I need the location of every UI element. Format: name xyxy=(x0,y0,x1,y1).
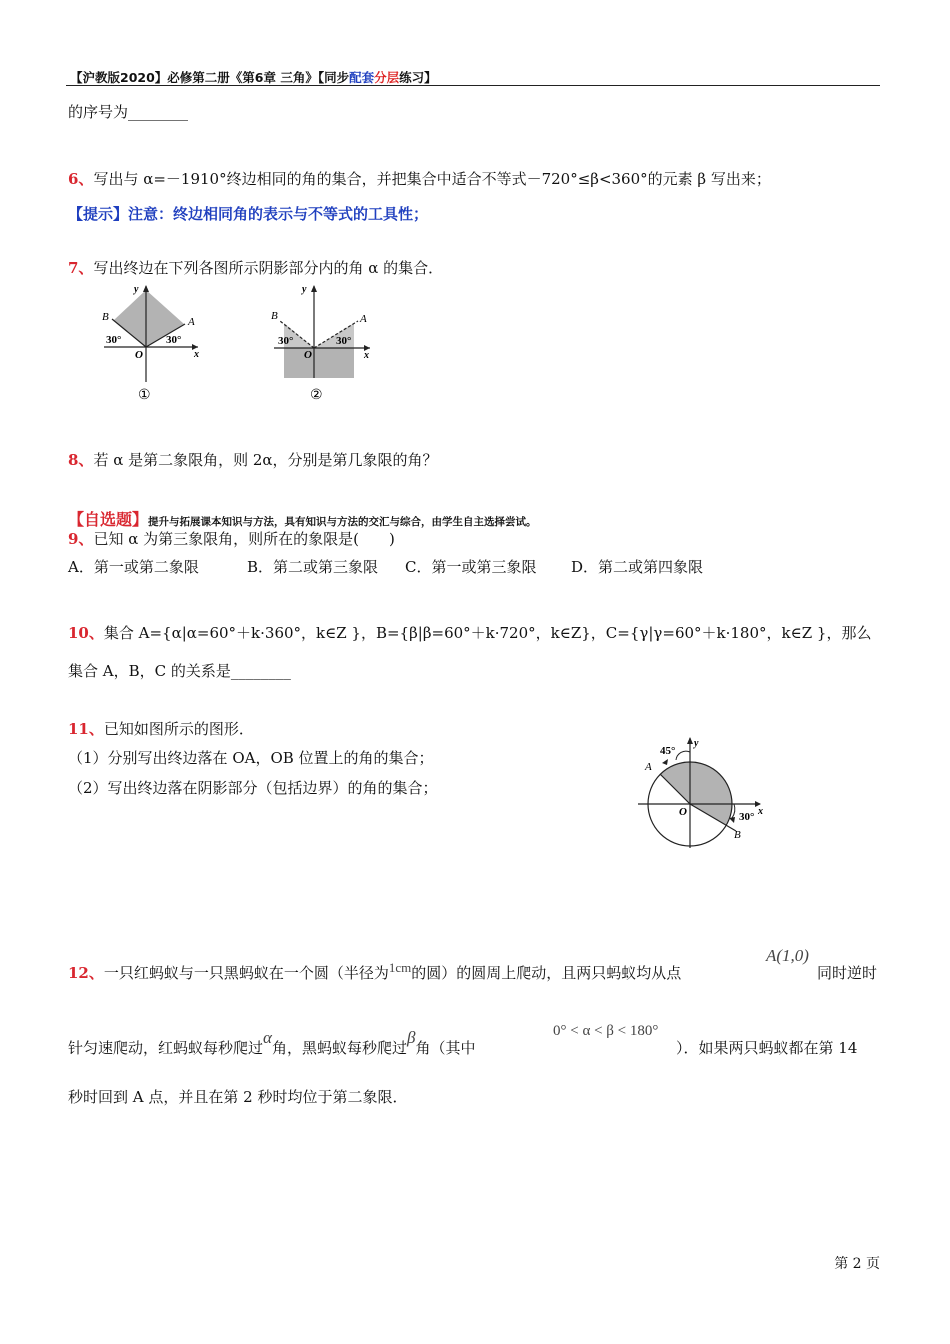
q11-sub2: （2）写出终边落在阴影部分（包括边界）的角的集合； xyxy=(68,779,438,797)
q9-text: 已知 α 为第三象限角，则所在的象限是( ) xyxy=(93,530,395,548)
header-part1: 【沪教版2020】必修第二册《第6章 三角》【同步 xyxy=(70,70,350,85)
q8 xyxy=(68,449,438,470)
q9-number: 9、 xyxy=(68,530,94,548)
fig2-label-x: x xyxy=(364,350,369,361)
q11-arc-45-arrow xyxy=(662,759,668,765)
fig2-angle-left: 30° xyxy=(278,335,294,347)
q9-option-b: B．第二或第三象限 xyxy=(247,558,379,576)
fig1-y-arrow xyxy=(143,285,149,292)
q9-option-a: A．第一或第二象限 xyxy=(68,558,199,576)
optional-section xyxy=(68,507,537,530)
page-number: 第 2 页 xyxy=(834,1256,880,1272)
q11-figure xyxy=(636,734,770,850)
q12-math-beta: β xyxy=(406,1028,416,1047)
header-part4: 练习】 xyxy=(399,70,437,85)
q11-label-A: A xyxy=(645,761,652,773)
q9 xyxy=(68,528,395,549)
q12-math-point-A: A(1,0) xyxy=(766,946,809,965)
fig1-label-x: x xyxy=(194,349,199,360)
optional-title: 【自选题】 xyxy=(68,510,149,529)
q7-figure-2 xyxy=(266,282,378,404)
q12-line2 xyxy=(68,1028,476,1058)
header-rule xyxy=(66,85,880,86)
header-part3: 分层 xyxy=(374,70,400,85)
q8-text: 若 α 是第二象限角，则 2α，分别是第几象限的角？ xyxy=(93,451,438,469)
fig1-label-O: O xyxy=(135,349,143,361)
fig2-angle-right: 30° xyxy=(336,335,352,347)
fig1-caption: ① xyxy=(138,388,151,403)
fig2-shaded-bottom xyxy=(284,348,354,378)
q12-text-1b: 的圆）的圆周上爬动，且两只蚂蚁均从点 xyxy=(411,964,682,982)
q12-math-alpha: α xyxy=(263,1028,272,1047)
q6-hint: 【提示】注意：终边相同角的表示与不等式的工具性； xyxy=(68,205,429,223)
q11-arc-45 xyxy=(676,751,690,760)
fig1-label-B: B xyxy=(102,311,109,323)
q7 xyxy=(68,257,443,278)
q11-sub1: （1）分别写出终边落在 OA，OB 位置上的角的集合； xyxy=(68,749,434,767)
q11-angle-bottom: 30° xyxy=(739,811,755,823)
fig2-label-B: B xyxy=(271,310,278,322)
q9-option-c: C．第一或第三象限 xyxy=(405,558,537,576)
q6-text: 写出与 α=－1910°终边相同的角的集合，并把集合中适合不等式－720°≤β<360°的元素 β 写出来； xyxy=(93,170,771,188)
fig2-caption: ② xyxy=(310,388,323,403)
q5-tail: 的序号为________ xyxy=(68,103,189,121)
q12-text-1a: 一只红蚂蚁与一只黑蚂蚁在一个圆（半径为 xyxy=(103,964,389,982)
q6-number: 6、 xyxy=(68,170,94,188)
q12-text-2c: 角（其中 xyxy=(415,1039,476,1057)
q6 xyxy=(68,168,771,189)
q11-arc-30-arrow xyxy=(729,817,735,823)
fig2-label-O: O xyxy=(304,349,312,361)
q11-label-x: x xyxy=(758,806,763,817)
q11 xyxy=(68,718,254,739)
fig2-label-A: A xyxy=(360,313,367,325)
q11-angle-top: 45° xyxy=(660,745,676,757)
page-header xyxy=(70,68,437,86)
q12-math-inequality: 0° < α < β < 180° xyxy=(553,1023,659,1039)
q8-number: 8、 xyxy=(68,451,94,469)
q12-text-2d: ）．如果两只蚂蚁都在第 14 xyxy=(676,1039,858,1057)
fig2-label-y: y xyxy=(302,284,307,295)
q11-y-arrow xyxy=(687,737,693,744)
q11-label-y: y xyxy=(694,738,699,749)
q12-number: 12、 xyxy=(68,964,104,982)
q12-text-1c: 同时逆时 xyxy=(817,964,878,982)
q11-number: 11、 xyxy=(68,720,104,738)
fig1-angle-right: 30° xyxy=(166,334,182,346)
fig1-label-A: A xyxy=(188,316,195,328)
fig1-angle-left: 30° xyxy=(106,334,122,346)
header-part2: 配套 xyxy=(349,70,375,85)
optional-note: 提升与拓展课本知识与方法，具有知识与方法的交汇与综合，由学生自主选择尝试。 xyxy=(148,516,537,528)
q12-line1 xyxy=(68,962,681,983)
q12-line3: 秒时回到 A 点，并且在第 2 秒时均位于第二象限． xyxy=(68,1088,408,1106)
q11-text: 已知如图所示的图形． xyxy=(103,720,254,738)
q12-text-2b: 角，黑蚂蚁每秒爬过 xyxy=(271,1039,407,1057)
q11-label-B: B xyxy=(734,829,741,841)
q7-figure-1 xyxy=(94,282,206,404)
q11-shaded-sector xyxy=(660,761,732,825)
q10-number: 10、 xyxy=(68,624,104,642)
fig1-label-y: y xyxy=(134,284,139,295)
q12-math-radius: 1cm xyxy=(388,960,412,975)
q7-text: 写出终边在下列各图所示阴影部分内的角 α 的集合． xyxy=(93,259,444,277)
fig2-y-arrow xyxy=(311,285,317,292)
q9-option-d: D．第二或第四象限 xyxy=(571,558,704,576)
q10-line2: 集合 A，B，C 的关系是________ xyxy=(68,662,291,680)
q7-number: 7、 xyxy=(68,259,94,277)
q12-text-2a: 针匀速爬动，红蚂蚁每秒爬过 xyxy=(68,1039,264,1057)
q10-line1 xyxy=(68,622,871,643)
q11-label-O: O xyxy=(679,806,687,818)
q10-text-line1: 集合 A={α|α=60°＋k·360°，k∈Z }，B={β|β=60°＋k·720°，k∈Z}，C={γ|γ=60°＋k·180°，k∈Z }，那么 xyxy=(103,624,872,642)
